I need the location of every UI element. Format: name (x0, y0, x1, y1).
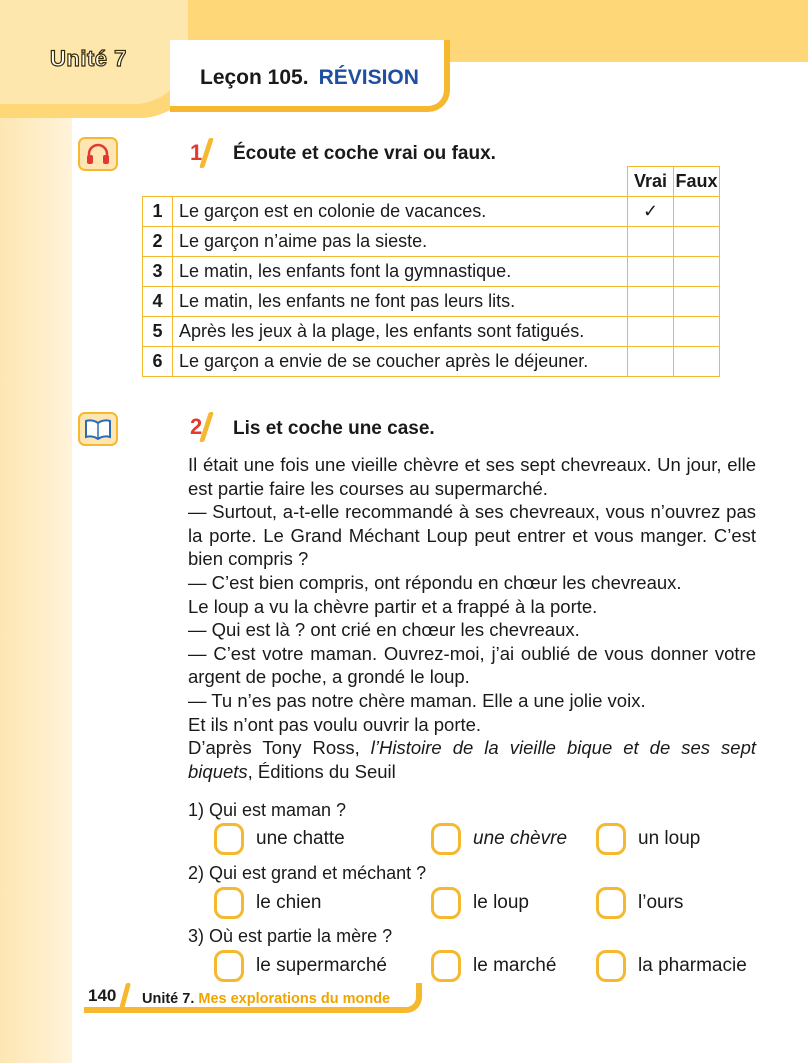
checkbox[interactable] (214, 823, 244, 855)
source-title: l’Histoire de la vieille bique et de ses sept biquets (188, 737, 757, 782)
statement: Après les jeux à la plage, les enfants sont fatigués. (173, 317, 628, 347)
table-row (143, 287, 720, 317)
exercise-1-number: 1 (190, 140, 203, 165)
column-header-vrai: Vrai (628, 167, 674, 197)
story-source (188, 736, 756, 783)
table-row (143, 197, 720, 227)
vrai-cell[interactable] (628, 317, 674, 347)
page-margin-strip (0, 0, 72, 1063)
vrai-cell[interactable] (628, 257, 674, 287)
lesson-topic: RÉVISION (318, 66, 419, 89)
story-paragraph: Et ils n’ont pas voulu ouvrir la porte. (188, 713, 482, 735)
exercise-2-number: 2 (190, 414, 203, 439)
column-header-faux: Faux (674, 167, 720, 197)
option[interactable] (596, 823, 700, 855)
option[interactable] (214, 887, 322, 919)
option-label: un loup (638, 828, 701, 849)
story-paragraph: Il était une fois une vieille chèvre et ses sept chevreaux. Un jour, elle est partie faire les courses au supermarché. (188, 454, 756, 499)
faux-cell[interactable] (674, 227, 720, 257)
row-number: 6 (143, 347, 173, 377)
table-row (143, 257, 720, 287)
statement: Le garçon n’aime pas la sieste. (173, 227, 628, 257)
row-number: 4 (143, 287, 173, 317)
lesson-title (200, 66, 419, 90)
true-false-table (142, 166, 720, 377)
option-label: la pharmacie (638, 955, 747, 976)
checkbox[interactable] (596, 950, 626, 982)
faux-cell[interactable] (674, 287, 720, 317)
option-label: l’ours (638, 892, 684, 913)
option-label: le marché (473, 955, 557, 976)
table-row (143, 227, 720, 257)
story-text (188, 453, 756, 783)
vrai-cell[interactable]: ✓ (628, 197, 674, 227)
option[interactable] (431, 950, 556, 982)
option-label: le supermarché (256, 955, 387, 976)
statement: Le garçon a envie de se coucher après le déjeuner. (173, 347, 628, 377)
unit-badge: Unité 7 (50, 46, 127, 71)
story-paragraph: — Tu n’es pas notre chère maman. Elle a une jolie voix. (188, 689, 646, 711)
option[interactable] (431, 823, 567, 855)
vrai-cell[interactable] (628, 227, 674, 257)
checkbox[interactable] (214, 950, 244, 982)
exercise-1-instruction: Écoute et coche vrai ou faux. (233, 143, 496, 164)
faux-cell[interactable] (674, 197, 720, 227)
vrai-cell[interactable] (628, 347, 674, 377)
statement: Le matin, les enfants font la gymnastique. (173, 257, 628, 287)
story-paragraph: — C’est votre maman. Ouvrez-moi, j’ai oublié de vous donner votre argent de poche, a grondé le loup. (188, 642, 756, 688)
headphones-icon (78, 137, 118, 171)
option-label: une chatte (256, 828, 345, 849)
footer-unit-title: Mes explorations du monde (198, 991, 391, 1007)
option[interactable] (214, 950, 387, 982)
option-label: le chien (256, 892, 322, 913)
table-row (143, 317, 720, 347)
lesson-number: Leçon 105. (200, 66, 309, 89)
vrai-cell[interactable] (628, 287, 674, 317)
exercise-2-instruction: Lis et coche une case. (233, 418, 435, 439)
story-paragraph: — Qui est là ? ont crié en chœur les chevreaux. (188, 619, 580, 641)
option[interactable] (214, 823, 345, 855)
lesson-header (170, 40, 450, 112)
row-number: 2 (143, 227, 173, 257)
option[interactable] (596, 950, 747, 982)
source-prefix: D’après Tony Ross, (188, 737, 371, 759)
option[interactable] (596, 887, 683, 919)
question-3: 3) Où est partie la mère ? (188, 926, 393, 946)
faux-cell[interactable] (674, 347, 720, 377)
statement: Le matin, les enfants ne font pas leurs lits. (173, 287, 628, 317)
checkbox[interactable] (431, 823, 461, 855)
option[interactable] (431, 887, 529, 919)
faux-cell[interactable] (674, 257, 720, 287)
row-number: 1 (143, 197, 173, 227)
page-number: 140 (88, 986, 117, 1005)
checkbox[interactable] (431, 887, 461, 919)
checkbox[interactable] (596, 887, 626, 919)
story-paragraph: Le loup a vu la chèvre partir et a frappé à la porte. (188, 595, 598, 617)
checkbox[interactable] (214, 887, 244, 919)
question-1: 1) Qui est maman ? (188, 800, 347, 820)
checkbox[interactable] (431, 950, 461, 982)
table-row (143, 347, 720, 377)
row-number: 5 (143, 317, 173, 347)
statement: Le garçon est en colonie de vacances. (173, 197, 628, 227)
row-number: 3 (143, 257, 173, 287)
question-2: 2) Qui est grand et méchant ? (188, 863, 427, 883)
option-label: une chèvre (473, 828, 568, 849)
story-paragraph: — Surtout, a-t-elle recommandé à ses chevreaux, vous n’ouvrez pas la porte. Le Grand Méchant Loup peut entrer et vous manger. C’est bien compris ? (188, 501, 756, 570)
source-suffix: , Éditions du Seuil (247, 760, 396, 782)
story-paragraph: — C’est bien compris, ont répondu en chœur les chevreaux. (188, 571, 682, 593)
faux-cell[interactable] (674, 317, 720, 347)
footer-title (142, 991, 390, 1007)
book-icon (78, 412, 118, 446)
checkbox[interactable] (596, 823, 626, 855)
footer-unit: Unité 7. (142, 991, 195, 1007)
option-label: le loup (473, 892, 529, 913)
